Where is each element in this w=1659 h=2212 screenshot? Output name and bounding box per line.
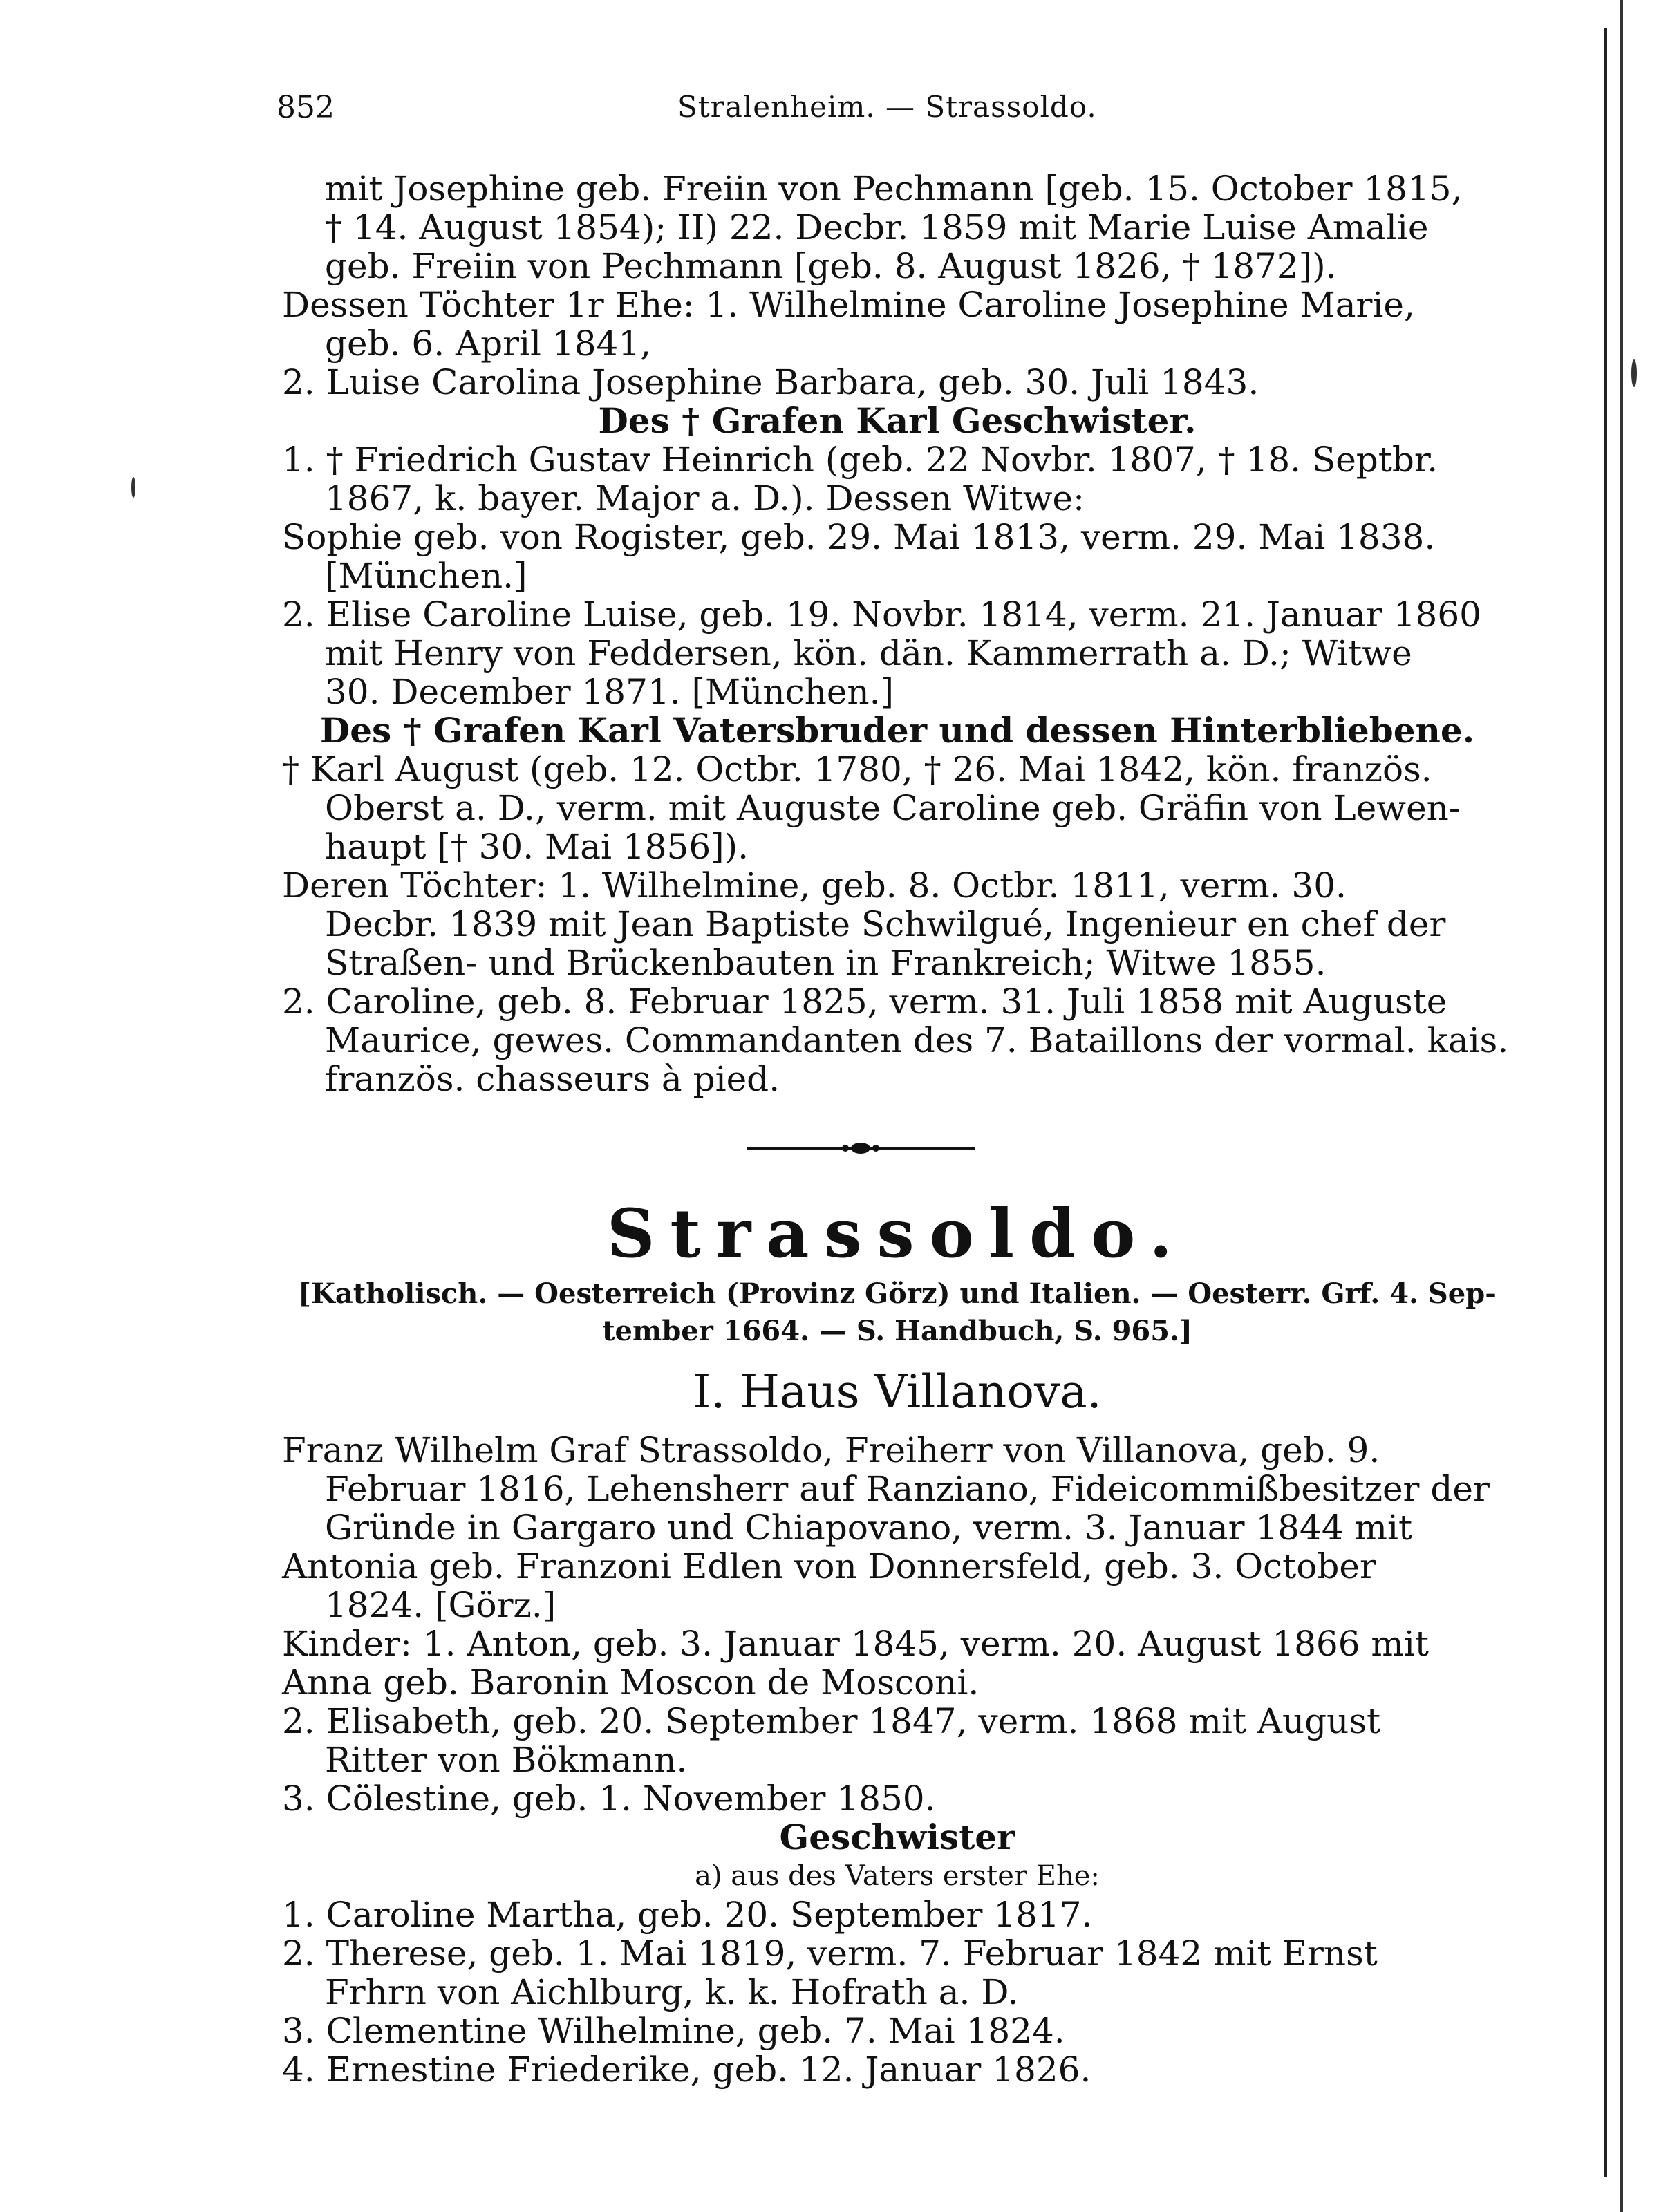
strassoldo-entries — [282, 1431, 1512, 2089]
scan-speck — [1631, 359, 1637, 387]
text-line: Frhrn von Aichlburg, k. k. Hofrath a. D. — [325, 1972, 1019, 2012]
text-line: 1824. [Görz.] — [325, 1585, 556, 1625]
text-line: 1. Caroline Martha, geb. 20. September 1817. — [282, 1895, 1093, 1935]
text-line: mit Henry von Feddersen, kön. dän. Kammerrath a. D.; Witwe — [325, 633, 1412, 673]
text-line: 2. Caroline, geb. 8. Februar 1825, verm. 31. Juli 1858 mit Auguste — [282, 982, 1447, 1022]
page-number: 852 — [276, 90, 335, 125]
text-line: Dessen Töchter 1r Ehe: 1. Wilhelmine Caroline Josephine Marie, — [282, 285, 1415, 325]
scan-speck — [131, 477, 135, 498]
text-line: geb. 6. April 1841, — [325, 324, 652, 364]
text-line: Deren Töchter: 1. Wilhelmine, geb. 8. Octbr. 1811, verm. 30. — [282, 865, 1347, 906]
text-line: 1867, k. bayer. Major a. D.). Dessen Witwe: — [325, 478, 1085, 518]
text-line: Oberst a. D., verm. mit Auguste Caroline geb. Gräfin von Lewen- — [325, 788, 1461, 828]
house-heading: I. Haus Villanova. — [693, 1365, 1102, 1418]
text-line: Sophie geb. von Rogister, geb. 29. Mai 1813, verm. 29. Mai 1838. — [282, 517, 1436, 557]
text-line: 2. Elisabeth, geb. 20. September 1847, verm. 1868 mit August — [282, 1701, 1381, 1741]
text-line: Des † Grafen Karl Geschwister. — [598, 400, 1197, 441]
subtitle-line: tember 1664. — S. Handbuch, S. 965.] — [602, 1315, 1192, 1347]
page-edge-line — [1620, 0, 1623, 2212]
text-line: Gründe in Gargaro und Chiapovano, verm. 3. Januar 1844 mit — [325, 1508, 1413, 1548]
text-line: † 14. August 1854); II) 22. Decbr. 1859 mit Marie Luise Amalie — [325, 207, 1429, 247]
text-line: 3. Clementine Wilhelmine, geb. 7. Mai 1824. — [282, 2011, 1065, 2051]
text-line: 2. Luise Carolina Josephine Barbara, geb. 30. Juli 1843. — [282, 362, 1259, 402]
text-line: 30. December 1871. [München.] — [325, 672, 894, 712]
text-line: haupt [† 30. Mai 1856]). — [325, 827, 749, 867]
text-line: 1. † Friedrich Gustav Heinrich (geb. 22 Novbr. 1807, † 18. Septbr. — [282, 440, 1438, 480]
text-line: [München.] — [325, 556, 527, 596]
stralenheim-entries — [282, 169, 1512, 1098]
text-line: französ. chasseurs à pied. — [325, 1059, 780, 1099]
text-line: 4. Ernestine Friederike, geb. 12. Januar 1826. — [282, 2050, 1091, 2090]
text-line: Straßen- und Brückenbauten in Frankreich; Witwe 1855. — [325, 943, 1327, 983]
text-line: Des † Grafen Karl Vatersbruder und dessen Hinterbliebene. — [319, 710, 1475, 751]
text-line: † Karl August (geb. 12. Octbr. 1780, † 26. Mai 1842, kön. französ. — [282, 749, 1432, 789]
text-line: Ritter von Bökmann. — [325, 1740, 688, 1780]
text-line: Februar 1816, Lehensherr auf Ranziano, Fideicommißbesitzer der — [325, 1469, 1490, 1509]
text-line: 2. Therese, geb. 1. Mai 1819, verm. 7. Februar 1842 mit Ernst — [282, 1933, 1378, 1974]
text-line: geb. Freiin von Pechmann [geb. 8. August 1826, † 1872]). — [325, 246, 1337, 286]
family-subtitle — [282, 1275, 1512, 1350]
text-line: Anna geb. Baronin Moscon de Mosconi. — [282, 1662, 980, 1703]
text-line: Decbr. 1839 mit Jean Baptiste Schwilgué, Ingenieur en chef der — [325, 904, 1446, 944]
text-line: Antonia geb. Franzoni Edlen von Donnersfeld, geb. 3. October — [282, 1546, 1376, 1586]
text-line: 3. Cölestine, geb. 1. November 1850. — [282, 1779, 936, 1819]
page-header — [276, 90, 1507, 145]
text-line: mit Josephine geb. Freiin von Pechmann [geb. 15. October 1815, — [325, 169, 1463, 209]
section-divider — [747, 1144, 975, 1148]
page-edge-shadow — [1604, 28, 1607, 2177]
text-line: 2. Elise Caroline Luise, geb. 19. Novbr. 1814, verm. 21. Januar 1860 — [282, 594, 1481, 635]
family-title: Strassoldo. — [607, 1194, 1188, 1273]
text-line: Geschwister — [779, 1817, 1015, 1857]
divider-ornament-icon — [840, 1140, 881, 1156]
text-line: a) aus des Vaters erster Ehe: — [695, 1860, 1100, 1892]
text-line: Maurice, gewes. Commandanten des 7. Bataillons der vormal. kais. — [325, 1020, 1509, 1060]
text-line: Franz Wilhelm Graf Strassoldo, Freiherr von Villanova, geb. 9. — [282, 1430, 1380, 1470]
text-line: Kinder: 1. Anton, geb. 3. Januar 1845, verm. 20. August 1866 mit — [282, 1624, 1429, 1664]
running-head: Stralenheim. — Strassoldo. — [677, 90, 1097, 124]
subtitle-line: [Katholisch. — Oesterreich (Provinz Görz) und Italien. — Oesterr. Grf. 4. Sep- — [298, 1277, 1497, 1310]
